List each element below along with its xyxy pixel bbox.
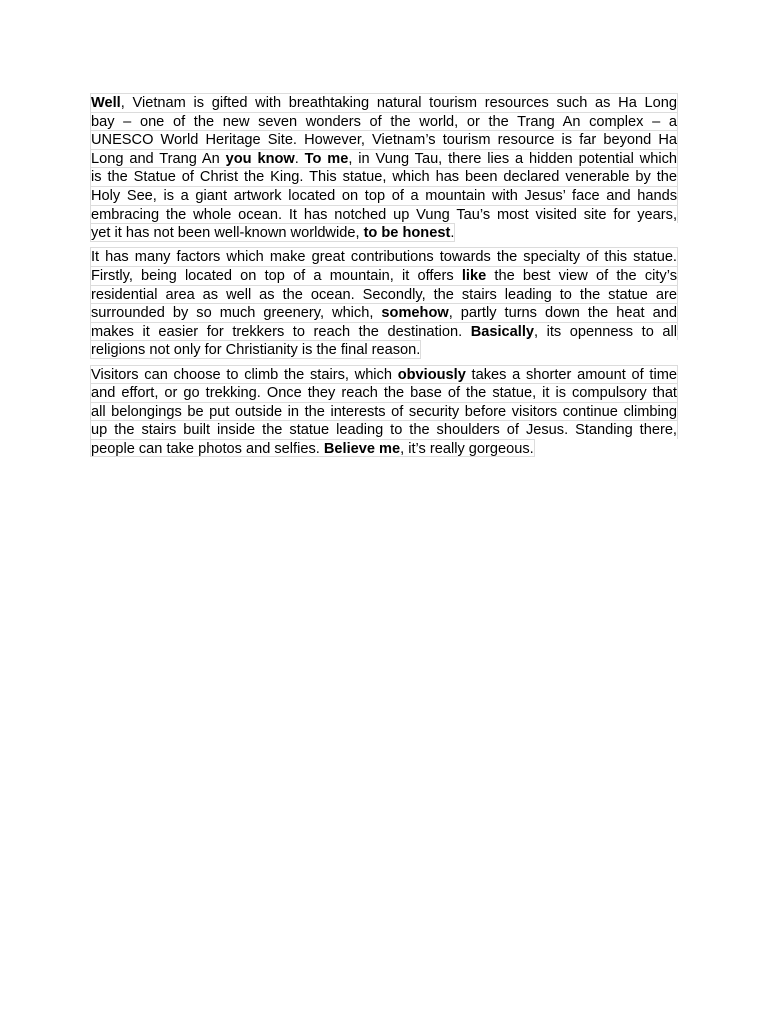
paragraph [90,247,678,364]
bold-phrase: Basically [470,323,534,340]
text-run: embracing the whole ocean. It has notched up Vung Tau’s most visited site for years, [91,206,677,223]
text-run: takes a shorter amount of time [465,366,677,383]
bold-phrase: obviously [397,366,466,383]
paragraph [90,93,678,247]
text-run: is the Statue of Christ the King. This statue, which has been declared venerable by the [91,169,677,186]
text-line [90,247,678,266]
text-line [90,205,678,224]
text-run: makes it easier for trekkers to reach the destination. [91,323,471,340]
bold-phrase: you know [225,150,295,167]
text-run: all belongings be put outside in the interests of security before visitors continue climbing [91,403,677,420]
text-run: UNESCO World Heritage Site. However, Vietnam’s tourism resource is far beyond Ha [91,132,677,149]
text-run: , it’s really gorgeous. [400,440,534,457]
text-run: , Vietnam is gifted with breathtaking natural tourism resources such as Ha Long [120,95,677,111]
text-line [90,439,535,458]
text-run: Visitors can choose to climb the stairs, which [91,366,398,383]
bold-phrase: To me [304,150,349,167]
text-line [90,93,678,112]
text-line [90,322,678,341]
text-run: the best view of the city’s [486,267,677,284]
text-line [90,420,678,439]
text-run: , in Vung Tau, there lies a hidden potential which [348,150,677,167]
text-run: Long and Trang An [91,150,226,167]
text-line [90,223,455,242]
paragraph [90,365,678,464]
bold-phrase: like [461,267,487,284]
text-run: bay – one of the new seven wonders of the world, or the Trang An complex – a [91,113,677,130]
text-line [90,402,678,421]
text-line [90,383,678,402]
text-run: surrounded by so much greenery, which, [91,305,382,322]
text-line [90,130,678,149]
text-run: It has many factors which make great contributions towards the specialty of this statue. [91,249,677,266]
text-line [90,285,678,304]
text-line [90,340,421,359]
text-line [90,149,678,168]
text-run: Holy See, is a giant artwork located on top of a mountain with Jesus’ face and hands [91,187,677,204]
text-line [90,112,678,131]
text-run: Firstly, being located on top of a mountain, it offers [91,267,462,284]
text-line [90,303,678,322]
text-run: and effort, or go trekking. Once they reach the base of the statue, it is compulsory that [91,385,677,402]
text-line [90,266,678,285]
bold-phrase: Well [91,95,121,111]
text-run: residential area as well as the ocean. Secondly, the stairs leading to the statue are [91,286,677,303]
text-line [90,186,678,205]
text-run: religions not only for Christianity is the final reason. [91,342,421,359]
bold-phrase: somehow [381,305,449,322]
text-run: . [450,225,455,242]
text-line [90,365,678,384]
text-run: up the stairs built inside the statue leading to the shoulders of Jesus. Standing there, [91,422,677,439]
text-run: , its openness to all [534,323,677,340]
bold-phrase: to be honest [363,225,451,242]
text-line [90,167,678,186]
text-run: . [294,150,305,167]
text-run: yet it has not been well-known worldwide, [91,225,364,242]
body-text [90,93,678,463]
text-run: people can take photos and selfies. [91,440,324,457]
text-run: , partly turns down the heat and [448,305,677,322]
bold-phrase: Believe me [323,440,401,457]
